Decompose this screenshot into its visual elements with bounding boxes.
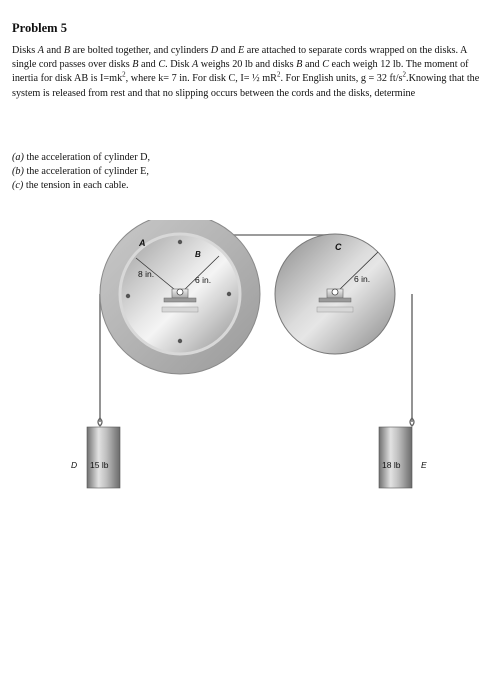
problem-statement: Disks A and B are bolted together, and cylinders D and E are attached to separate cords wrapped on the disks. A single cord passes over disks B and C. Disk A weighs 20 lb and disks B and C each weigh 12 lb. The moment of inertia for disk AB is $I=mk^2$, where k= 7 in. For disk C, I= ½ $mR^2$. For English units, g = 32 $ft/s^2.Knowing$ that the system is released from rest and that no slipping occurs between the cords and the disks, determine xyxy=(12,45,480,99)
dim-6in-b: 6 in. xyxy=(195,275,212,285)
part-c: (c) the tension in each cable. xyxy=(12,180,129,192)
dim-6in-c: 6 in. xyxy=(354,274,371,284)
cylinder-d xyxy=(87,427,120,488)
question-parts xyxy=(12,151,312,194)
label-d: D xyxy=(71,460,78,470)
bolt-bottom xyxy=(178,339,182,343)
label-a: A xyxy=(139,238,146,248)
pulley-system-figure xyxy=(0,220,504,490)
label-e: E xyxy=(421,460,427,470)
cylinder-e xyxy=(379,427,412,488)
label-b: B xyxy=(195,250,201,259)
part-a: (a) the acceleration of cylinder D, xyxy=(12,152,151,163)
label-c: C xyxy=(335,242,342,252)
dim-8in: 8 in. xyxy=(138,269,155,279)
bolt-top xyxy=(178,240,182,244)
weight-d: 15 lb xyxy=(90,460,109,470)
part-b: (b) the acceleration of cylinder E, xyxy=(12,166,149,178)
weight-e: 18 lb xyxy=(382,460,401,470)
bolt-left xyxy=(126,294,130,298)
bolt-right xyxy=(227,292,231,296)
problem-title: Problem 5 xyxy=(12,21,67,35)
